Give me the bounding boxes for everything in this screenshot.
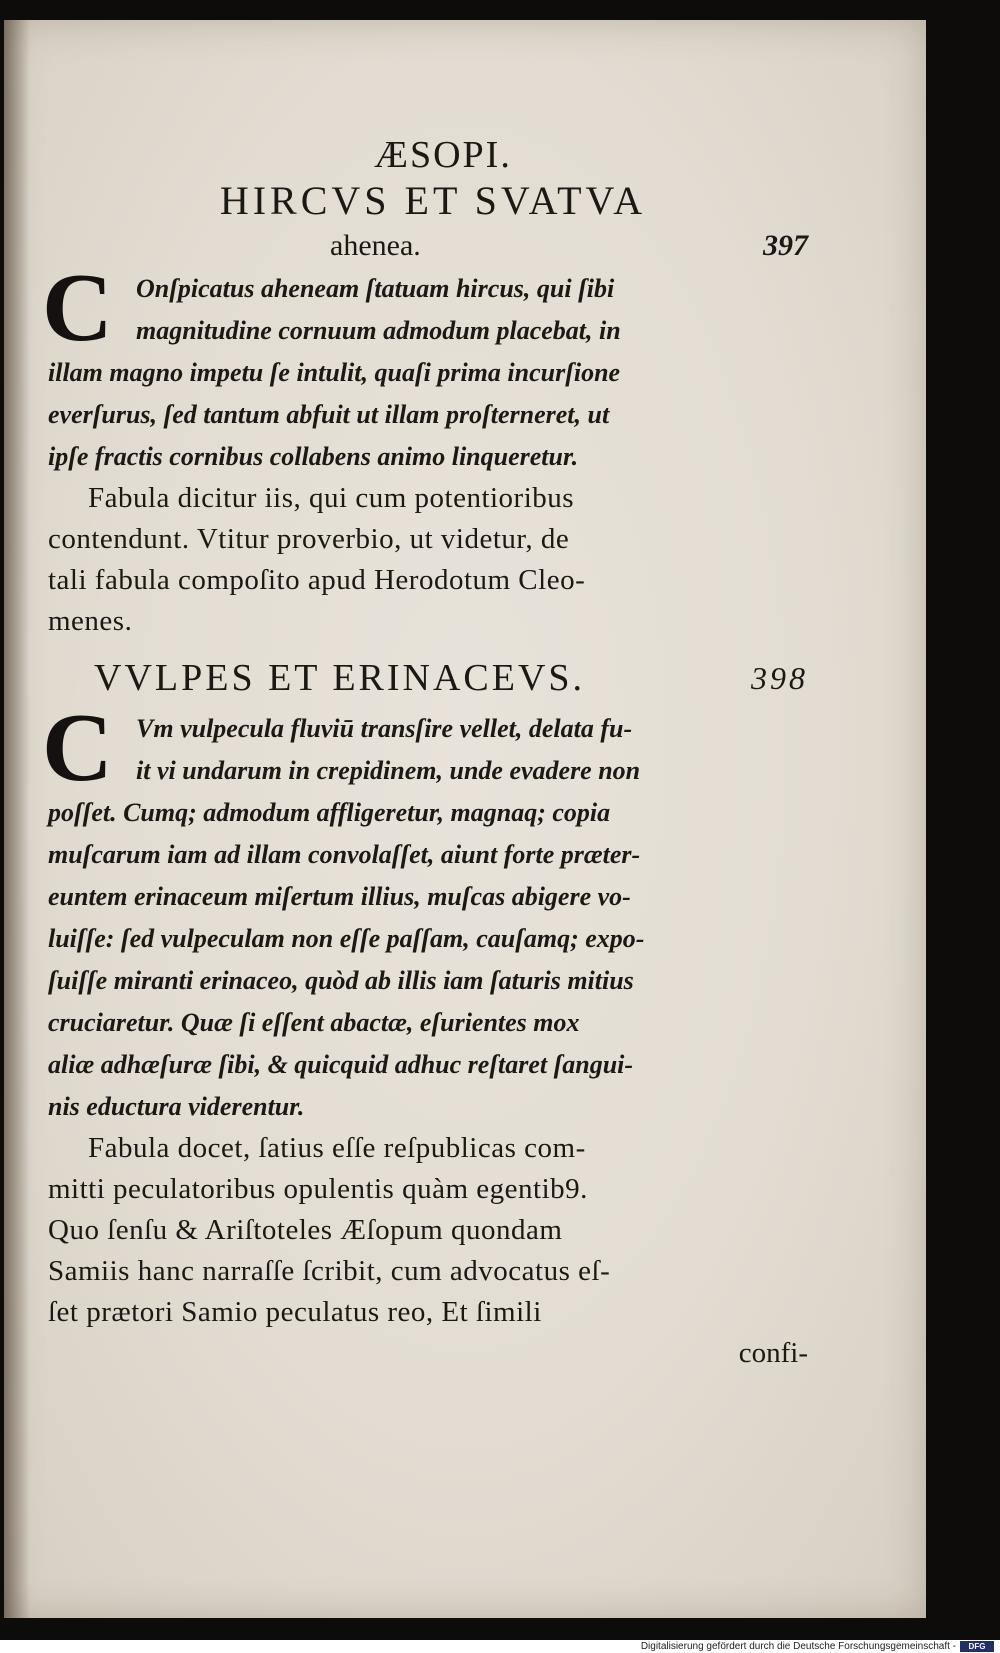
moral-line: tali fabula compoſito apud Herodotum Cleo- [48,564,586,596]
moral-hircus [48,478,818,642]
text-line: Onſpicatus aheneam ſtatuam hircus, qui ſibi [136,274,615,303]
text-line: ipſe fractis cornibus collabens animo linqueretur. [48,442,579,471]
drop-cap: C [42,254,113,362]
text-line: cruciaretur. Quæ ſi eſſent abactæ, eſurientes mox [48,1008,580,1037]
moral-vulpes [48,1128,818,1333]
fable-title-hircus: HIRCVS ET SVATVA [219,178,647,223]
text-line: luiſſe: ſed vulpeculam non eſſe paſſam, cauſamq; expo- [48,924,645,953]
moral-line: Fabula docet, ſatius eſſe reſpublicas com- [88,1132,586,1164]
fable-text-vulpes [42,694,818,1128]
moral-line: Quo ſenſu & Ariſtoteles Æſopum quondam [48,1214,563,1246]
spine-shadow [4,20,30,1618]
moral-line: mitti peculatoribus opulentis quàm egentib9. [48,1173,588,1205]
text-line: nis eductura viderentur. [48,1092,305,1121]
fable-title-line2 [48,224,818,268]
moral-line: contendunt. Vtitur proverbio, ut videtur, de [48,523,570,555]
text-line: poſſet. Cumq; admodum affligeretur, magnaq; copia [48,798,611,827]
text-line: euntem erinaceum miſertum illius, muſcas abigere vo- [48,882,631,911]
moral-line: Fabula dicitur iis, qui cum potentioribus [88,482,575,514]
text-line: everſurus, ſed tantum abfuit ut illam proſterneret, ut [48,400,610,429]
text-line: ſuiſſe miranti erinaceo, quòd ab illis iam ſaturis mitius [48,966,634,995]
text-line: aliæ adhæſuræ ſibi, & quicquid adhuc reſtaret ſangui- [48,1050,634,1079]
dfg-logo: DFG [960,1641,994,1652]
digitization-footer [0,1640,1000,1653]
catchword: confi- [738,1337,808,1369]
text-line: muſcarum iam ad illam convolaſſet, aiunt forte præter- [48,840,641,869]
text-line: it vi undarum in crepidinem, unde evadere non [136,756,641,785]
text-line: Vm vulpecula fluviū transſire vellet, delata fu- [136,714,633,743]
moral-line: ſet prætori Samio peculatus reo, Et ſimili [48,1296,542,1328]
fable-title-vulpes: VVLPES ET ERINACEVS. [94,657,586,699]
moral-line: Samiis hanc narraſſe ſcribit, cum advocatus eſ- [48,1255,611,1287]
moral-line: menes. [48,605,133,637]
drop-cap: C [42,694,113,802]
text-line: illam magno impetu ſe intulit, quaſi prima incurſione [48,358,621,387]
dfg-credit: Digitalisierung gefördert durch die Deutsche Forschungsgemeinschaft - [640,1641,956,1652]
page-text [42,132,818,1374]
fable-number: 398 [751,660,808,696]
fable-text-hircus [42,254,818,478]
fable-title-row-vulpes [48,648,818,708]
running-head: ÆSOPI. [374,134,512,176]
book-page [4,20,926,1618]
text-line: magnitudine cornuum admodum placebat, in [136,316,621,345]
fable-number: 397 [763,229,808,262]
fable-title-subtitle: ahenea. [330,229,421,262]
